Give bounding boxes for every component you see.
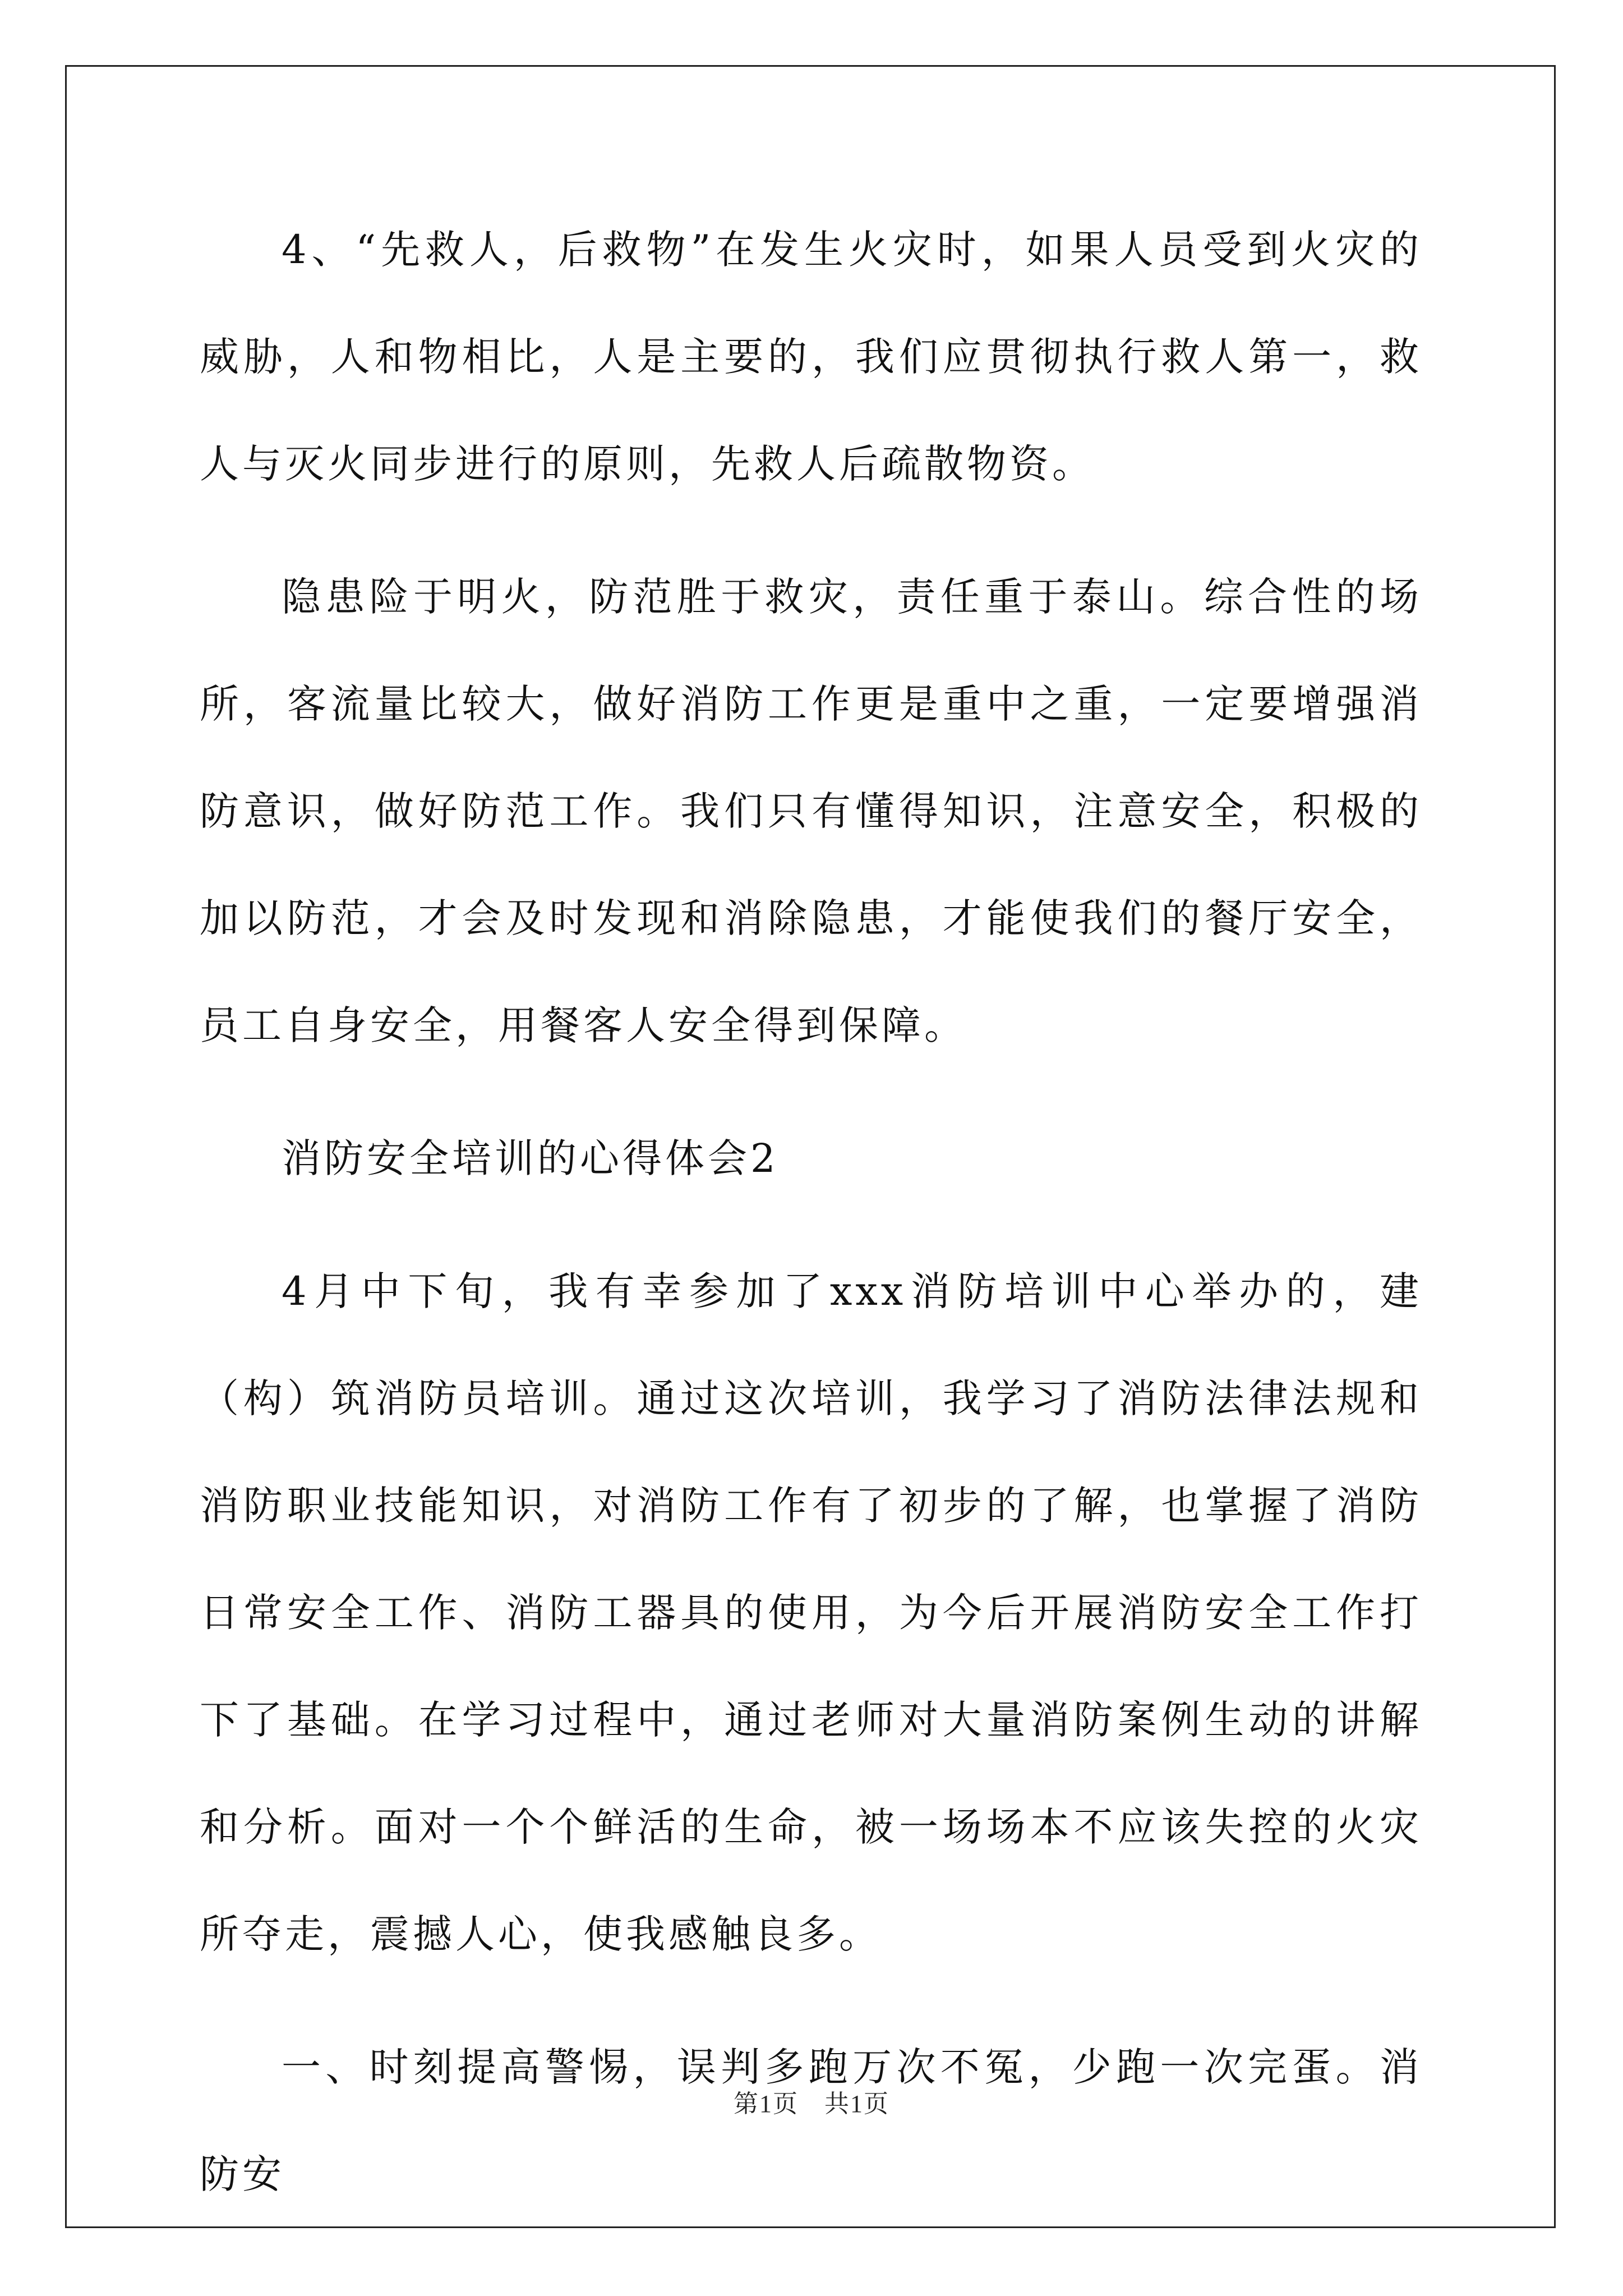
paragraph-rescue-principle: 4、“先救人，后救物”在发生火灾时，如果人员受到火灾的威胁，人和物相比，人是主要的，我们应贯彻执行救人第一，救人与灭火同步进行的原则，先救人后疏散物资。 — [200, 227, 1422, 487]
paragraph-hazard-prevention: 隐患险于明火，防范胜于救灾，责任重于泰山。综合性的场所，客流量比较大，做好消防工作更是重中之重，一定要增强消防意识，做好防范工作。我们只有懂得知识，注意安全，积极的加以防范，才会及时发现和消除隐患，才能使我们的餐厅安全，员工自身安全，用餐客人安全得到保障。 — [200, 574, 1422, 1048]
section-heading: 消防安全培训的心得体会2 — [282, 1135, 779, 1181]
paragraph-training-experience: 4月中下旬，我有幸参加了xxx消防培训中心举办的，建（构）筑消防员培训。通过这次培训，我学习了消防法律法规和消防职业技能知识，对消防工作有了初步的了解，也掌握了消防日常安全工作、消防工器具的使用，为今后开展消防安全工作打下了基础。在学习过程中，通过老师对大量消防案例生动的讲解和分析。面对一个个鲜活的生命，被一场场本不应该失控的火灾所夺走，震撼人心，使我感触良多。 — [200, 1268, 1422, 1957]
document-body — [200, 196, 1422, 2228]
paragraph-point-one: 一、时刻提高警惕，误判多跑万次不冤，少跑一次完蛋。消防安 — [200, 2044, 1422, 2197]
page-footer: 第1页 共1页 — [734, 2090, 889, 2118]
